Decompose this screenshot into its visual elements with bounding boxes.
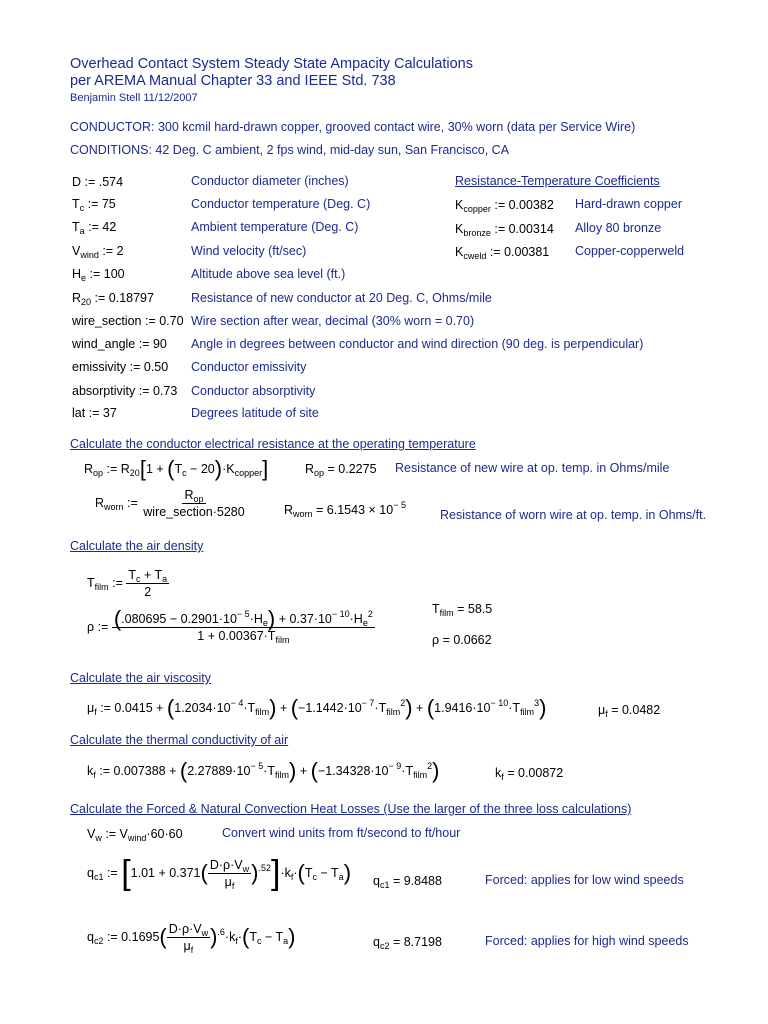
var-lat: lat := 37: [72, 406, 117, 420]
var-wire-section: wire_section := 0.70: [72, 314, 184, 328]
desc-lat: Degrees latitude of site: [191, 406, 319, 420]
var-r20: $R_{20}$ := 0.18797: [72, 291, 154, 307]
coef-copper-desc: Hard-drawn copper: [575, 197, 682, 211]
conductor-line: CONDUCTOR: 300 kcmil hard-drawn copper, grooved contact wire, 30% worn (data per Service Wire): [70, 120, 636, 134]
title-line-1: Overhead Contact System Steady State Ampacity Calculations: [70, 56, 473, 72]
coef-bronze-desc: Alloy 80 bronze: [575, 221, 662, 235]
desc-wire-section: Wire section after wear, decimal (30% worn = 0.70): [191, 314, 475, 328]
var-d: D := .574: [72, 175, 124, 189]
var-absorptivity: absorptivity := 0.73: [72, 384, 178, 398]
eq-qc1: $q_{c1}$ := [1.01 + 0.371( $\frac{D\cdot\rho\cdot V_w}{\mu_f}$ )$^{.52}]\cdot k_f\cdot(T_c - T_a)$: [87, 853, 352, 892]
eq-muf: $\mu_f$ := $0.0415 + (1.2034\cdot 10^{- 4}\cdot T_{film}) + (-1.1442\cdot 10^{- 7}\cdot T_{film}^2) + (1.9416\cdot 10^{- 10}\cdot T_{film}^3)$: [87, 695, 547, 720]
result-tfilm: $T_{film} = 58.5$: [432, 602, 493, 618]
coef-bronze: $K_{bronze}$ := 0.00314: [455, 222, 554, 238]
result-rworn: $R_{worn} = 6.1543 \times 10^{- 5}$: [284, 500, 406, 519]
section-density: Calculate the air density: [70, 539, 204, 553]
var-he: $H_e$ := 100: [72, 267, 125, 283]
note-qc2: Forced: applies for high wind speeds: [485, 934, 689, 948]
coefficients-heading: Resistance-Temperature Coefficients: [455, 174, 660, 188]
desc-emissivity: Conductor emissivity: [191, 360, 307, 374]
note-rworn: Resistance of worn wire at op. temp. in Ohms/ft.: [440, 508, 707, 522]
title-line-2: per AREMA Manual Chapter 33 and IEEE Std. 738: [70, 73, 396, 89]
result-qc2: $q_{c2} = 8.7198$: [373, 935, 442, 951]
desc-vwind: Wind velocity (ft/sec): [191, 244, 307, 258]
result-rop: $R_{op} = 0.2275$: [305, 462, 377, 478]
var-wind-angle: wind_angle := 90: [72, 337, 167, 351]
eq-rworn: $R_{worn}$ := $\frac{R_{op}}{\text{wire\_section·5280}}$: [95, 488, 245, 519]
eq-rho: ρ := $\frac{(.080695 - 0.2901\cdot 10^{- 5}\cdot H_e) + 0.37\cdot 10^{- 10}\cdot H_e^2}{1 + 0.00367\cdot T_{film}}$: [87, 606, 373, 645]
section-viscosity: Calculate the air viscosity: [70, 671, 212, 685]
eq-rop: $R_{op}$ := $R_{20}[1 + (T_c - 20)\cdot K_{copper}]$: [84, 456, 269, 481]
note-rop: Resistance of new wire at op. temp. in Ohms/mile: [395, 461, 670, 475]
coef-cweld-desc: Copper-copperweld: [575, 244, 685, 258]
author-line: Benjamin Stell 11/12/2007: [70, 92, 198, 104]
desc-wind-angle: Angle in degrees between conductor and wind direction (90 deg. is perpendicular): [191, 337, 644, 351]
eq-tfilm: $T_{film}$ := $\frac{T_c + T_a}{2}$: [87, 568, 168, 599]
var-ta: $T_a$ := 42: [72, 220, 117, 236]
result-rho: ρ = 0.0662: [432, 633, 492, 647]
section-convection: Calculate the Forced & Natural Convection Heat Losses (Use the larger of the three loss calculations): [70, 802, 632, 816]
result-kf: $k_f = 0.00872$: [495, 766, 564, 782]
conditions-line: CONDITIONS: 42 Deg. C ambient, 2 fps wind, mid-day sun, San Francisco, CA: [70, 143, 510, 157]
note-vw: Convert wind units from ft/second to ft/hour: [222, 826, 461, 840]
coef-cweld: $K_{cweld}$ := 0.00381: [455, 245, 550, 261]
section-resistance: Calculate the conductor electrical resistance at the operating temperature: [70, 437, 476, 451]
coef-copper: $K_{copper}$ := 0.00382: [455, 198, 554, 214]
result-qc1: $q_{c1} = 9.8488$: [373, 874, 442, 890]
desc-tc: Conductor temperature (Deg. C): [191, 197, 371, 211]
eq-kf: $k_f$ := $0.007388 + (2.27889\cdot 10^{- 5}\cdot T_{film}) + (-1.34328\cdot 10^{- 9}\cdot T_{film}^2)$: [87, 758, 440, 783]
desc-ta: Ambient temperature (Deg. C): [191, 220, 359, 234]
var-tc: $T_c$ := 75: [72, 197, 116, 213]
desc-r20: Resistance of new conductor at 20 Deg. C, Ohms/mile: [191, 291, 492, 305]
var-vwind: $V_{wind}$ := 2: [72, 244, 124, 260]
note-qc1: Forced: applies for low wind speeds: [485, 873, 684, 887]
eq-vw: $V_w$ := $V_{wind}\cdot 60\cdot 60$: [87, 827, 183, 843]
desc-he: Altitude above sea level (ft.): [191, 267, 346, 281]
var-emissivity: emissivity := 0.50: [72, 360, 169, 374]
desc-absorptivity: Conductor absorptivity: [191, 384, 316, 398]
desc-d: Conductor diameter (inches): [191, 174, 349, 188]
eq-qc2: $q_{c2}$ := 0.1695( $\frac{D\cdot\rho\cdot V_w}{\mu_f}$ )$^{.6}\cdot k_f\cdot(T_c - T_a)$: [87, 922, 296, 955]
section-conductivity: Calculate the thermal conductivity of air: [70, 733, 289, 747]
result-muf: $\mu_f = 0.0482$: [598, 703, 661, 719]
